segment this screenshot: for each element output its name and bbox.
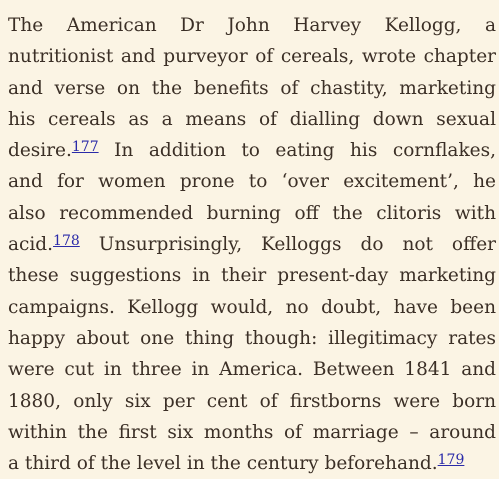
line-text: Unsurprisingly, Kelloggs do not offer bbox=[79, 234, 496, 256]
line-text: and verse on the benefits of chastity, marketing bbox=[8, 77, 496, 99]
text-line bbox=[8, 417, 496, 448]
line-text: and for women prone to ‘over excitement’, he bbox=[8, 171, 496, 193]
line-text: a third of the level in the century beforehand. bbox=[8, 453, 438, 475]
text-line bbox=[8, 323, 496, 354]
footnote-link-178[interactable]: 178 bbox=[53, 233, 80, 250]
line-text: were cut in three in America. Between 1841 and bbox=[8, 359, 496, 381]
text-line bbox=[8, 354, 496, 385]
line-text: In addition to eating his cornflakes, bbox=[98, 140, 496, 162]
text-line bbox=[8, 10, 496, 41]
line-text: within the first six months of marriage – around bbox=[8, 421, 496, 443]
text-line bbox=[8, 292, 496, 323]
line-text: campaigns. Kellogg would, no doubt, have been bbox=[8, 296, 496, 318]
text-line bbox=[8, 135, 496, 166]
text-line bbox=[8, 386, 496, 417]
text-line bbox=[8, 229, 496, 260]
line-text: The American Dr John Harvey Kellogg, a bbox=[8, 15, 496, 36]
text-line bbox=[8, 260, 496, 291]
footnote-link-177[interactable]: 177 bbox=[71, 139, 99, 156]
text-line bbox=[8, 41, 496, 72]
footnote-link-179[interactable]: 179 bbox=[437, 452, 465, 469]
line-text: desire. bbox=[8, 140, 72, 162]
line-text: acid. bbox=[8, 234, 54, 256]
line-text: also recommended burning off the clitoris with bbox=[8, 202, 496, 224]
text-line bbox=[8, 198, 496, 229]
text-line bbox=[8, 104, 496, 135]
line-text: 1880, only six per cent of firstborns were born bbox=[8, 390, 496, 412]
text-line bbox=[8, 166, 496, 197]
body-paragraph bbox=[8, 10, 499, 479]
text-line bbox=[8, 448, 496, 479]
line-text: nutritionist and purveyor of cereals, wrote chapter bbox=[8, 46, 496, 68]
line-text: his cereals as a means of dialling down sexual bbox=[8, 108, 496, 130]
line-text: these suggestions in their present-day marketing bbox=[8, 265, 496, 287]
line-text: happy about one thing though: illegitimacy rates bbox=[8, 327, 496, 349]
text-line bbox=[8, 73, 496, 104]
